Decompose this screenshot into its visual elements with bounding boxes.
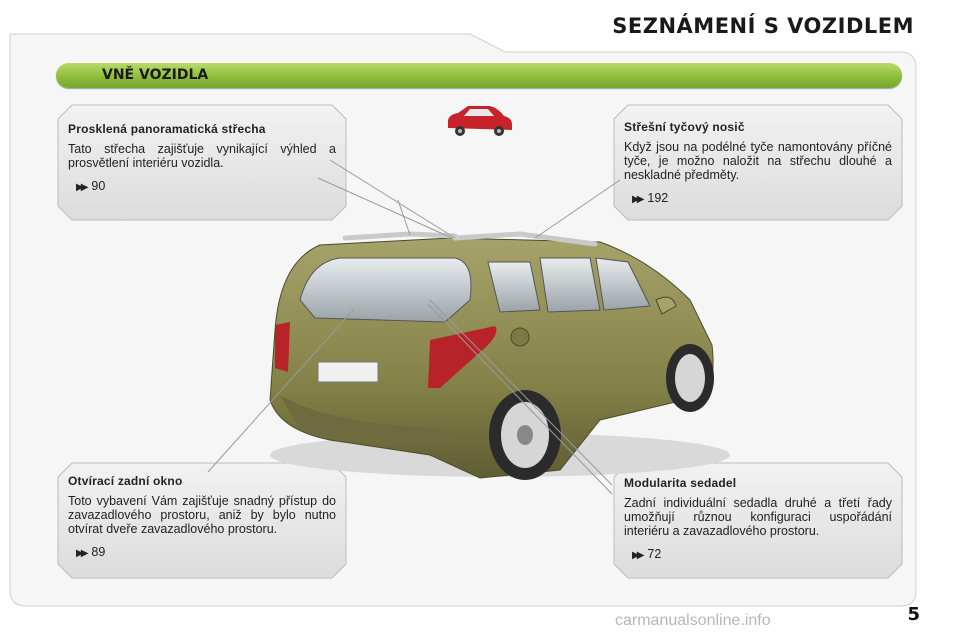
- info-roof: [68, 122, 336, 195]
- page-ref-icon: ▶▶: [76, 548, 86, 559]
- info-roof-ref-page: 90: [91, 179, 106, 193]
- info-seats-ref-page: 72: [647, 547, 662, 561]
- info-seats-ref[interactable]: [624, 547, 892, 563]
- info-window-heading: Otvírací zadní okno: [68, 474, 183, 488]
- info-window: [68, 474, 336, 561]
- page-number: 5: [907, 604, 920, 625]
- info-window-body: Toto vybavení Vám zajišťuje snadný přístup do zavazadlového prostoru, aniž by bylo nutno otvírat dveře zavazadlového prostoru.: [68, 494, 336, 536]
- page-ref-icon: ▶▶: [76, 182, 86, 193]
- watermark: carmanualsonline.info: [615, 612, 771, 629]
- info-rails-heading: Střešní tyčový nosič: [624, 120, 745, 134]
- page-ref-icon: ▶▶: [632, 194, 642, 205]
- section-title: VNĚ VOZIDLA: [102, 67, 209, 83]
- info-roof-ref[interactable]: [68, 179, 336, 195]
- info-seats-heading: Modularita sedadel: [624, 476, 737, 490]
- info-rails-ref-page: 192: [647, 191, 669, 205]
- info-roof-heading: Prosklená panoramatická střecha: [68, 122, 266, 136]
- info-seats-body: Zadní individuální sedadla druhé a třetí řady umožňují různou konfiguraci uspořádání interiéru a zavazadlového prostoru.: [624, 496, 892, 538]
- info-roof-body: Tato střecha zajišťuje vynikající výhled a prosvětlení interiéru vozidla.: [68, 142, 336, 170]
- info-rails-ref[interactable]: [624, 191, 892, 207]
- info-window-ref[interactable]: [68, 545, 336, 561]
- info-window-ref-page: 89: [91, 545, 106, 559]
- info-seats: [624, 476, 892, 563]
- page-header-title: SEZNÁMENÍ S VOZIDLEM: [612, 14, 914, 38]
- info-rails: [624, 120, 892, 207]
- info-rails-body: Když jsou na podélné tyče namontovány příčné tyče, je možno naložit na střechu dlouhé a neskladné předměty.: [624, 140, 892, 182]
- page-ref-icon: ▶▶: [632, 550, 642, 561]
